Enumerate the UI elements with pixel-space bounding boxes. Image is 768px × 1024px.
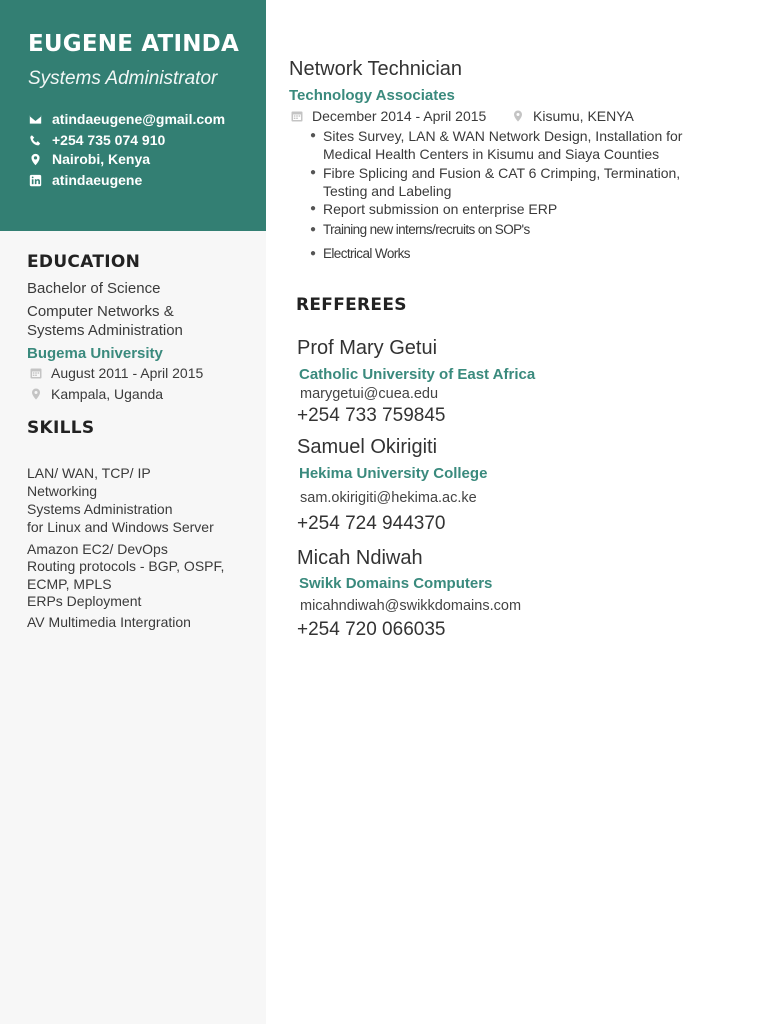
contact-email[interactable] (29, 110, 225, 128)
calendar-icon (30, 367, 42, 379)
location-pin-icon (30, 388, 42, 400)
skills-title: SKILLS (27, 418, 95, 438)
job-dates (291, 108, 486, 124)
education-school: Bugema University (27, 345, 163, 362)
job-dates-text: December 2014 - April 2015 (312, 108, 487, 124)
calendar-icon (291, 110, 303, 122)
referee-org: Hekima University College (299, 465, 488, 482)
contact-linkedin-text: atindaeugene (52, 172, 143, 188)
skill-item: Routing protocols - BGP, OSPF, ECMP, MPLS (27, 558, 225, 592)
contact-phone[interactable] (29, 131, 165, 149)
education-degree: Bachelor of Science (27, 280, 161, 297)
skill-item: ERPs Deployment (27, 593, 142, 609)
skill-item: LAN/ WAN, TCP/ IP Networking (27, 465, 151, 499)
profile-name: EUGENE ATINDA (28, 31, 239, 57)
location-pin-icon (29, 153, 42, 166)
referee-email[interactable]: marygetui@cuea.edu (300, 386, 439, 402)
referee-phone[interactable]: +254 733 759845 (297, 405, 446, 426)
referee-phone[interactable]: +254 720 066035 (297, 619, 446, 640)
job-location (512, 108, 634, 124)
referees-title: REFFEREES (296, 295, 407, 315)
contact-linkedin[interactable] (29, 171, 142, 189)
job-company: Technology Associates (289, 87, 455, 104)
job-location-text: Kisumu, KENYA (533, 108, 634, 124)
linkedin-icon (29, 174, 42, 187)
education-field-line2: Systems Administration (27, 322, 183, 339)
referee-email[interactable]: micahndiwah@swikkdomains.com (300, 598, 522, 614)
envelope-icon (29, 113, 42, 126)
education-dates (30, 365, 203, 381)
contact-location-text: Nairobi, Kenya (52, 151, 151, 167)
contact-email-text: atindaeugene@gmail.com (52, 111, 226, 127)
job-title: Network Technician (289, 58, 463, 80)
referee-email[interactable]: sam.okirigiti@hekima.ac.ke (300, 490, 477, 506)
skill-item: Systems Administration for Linux and Windows Server (27, 501, 214, 535)
education-title: EDUCATION (27, 252, 141, 272)
referee-org: Swikk Domains Computers (299, 575, 493, 592)
referee-name: Samuel Okirigiti (297, 436, 438, 458)
education-location (30, 386, 163, 402)
education-location-text: Kampala, Uganda (51, 386, 164, 402)
profile-role: Systems Administrator (28, 68, 218, 89)
education-field-line1: Computer Networks & (27, 303, 174, 320)
referee-name: Micah Ndiwah (297, 547, 423, 569)
skill-item: Amazon EC2/ DevOps (27, 541, 168, 557)
referee-phone[interactable]: +254 724 944370 (297, 513, 446, 534)
referee-name: Prof Mary Getui (297, 337, 438, 359)
location-pin-icon (512, 110, 524, 122)
profile-header (0, 0, 266, 231)
skill-item: AV Multimedia Intergration (27, 614, 191, 630)
contact-location (29, 150, 150, 168)
phone-icon (29, 134, 42, 147)
education-dates-text: August 2011 - April 2015 (51, 365, 204, 381)
contact-phone-text: +254 735 074 910 (52, 132, 166, 148)
referee-org: Catholic University of East Africa (299, 366, 536, 383)
